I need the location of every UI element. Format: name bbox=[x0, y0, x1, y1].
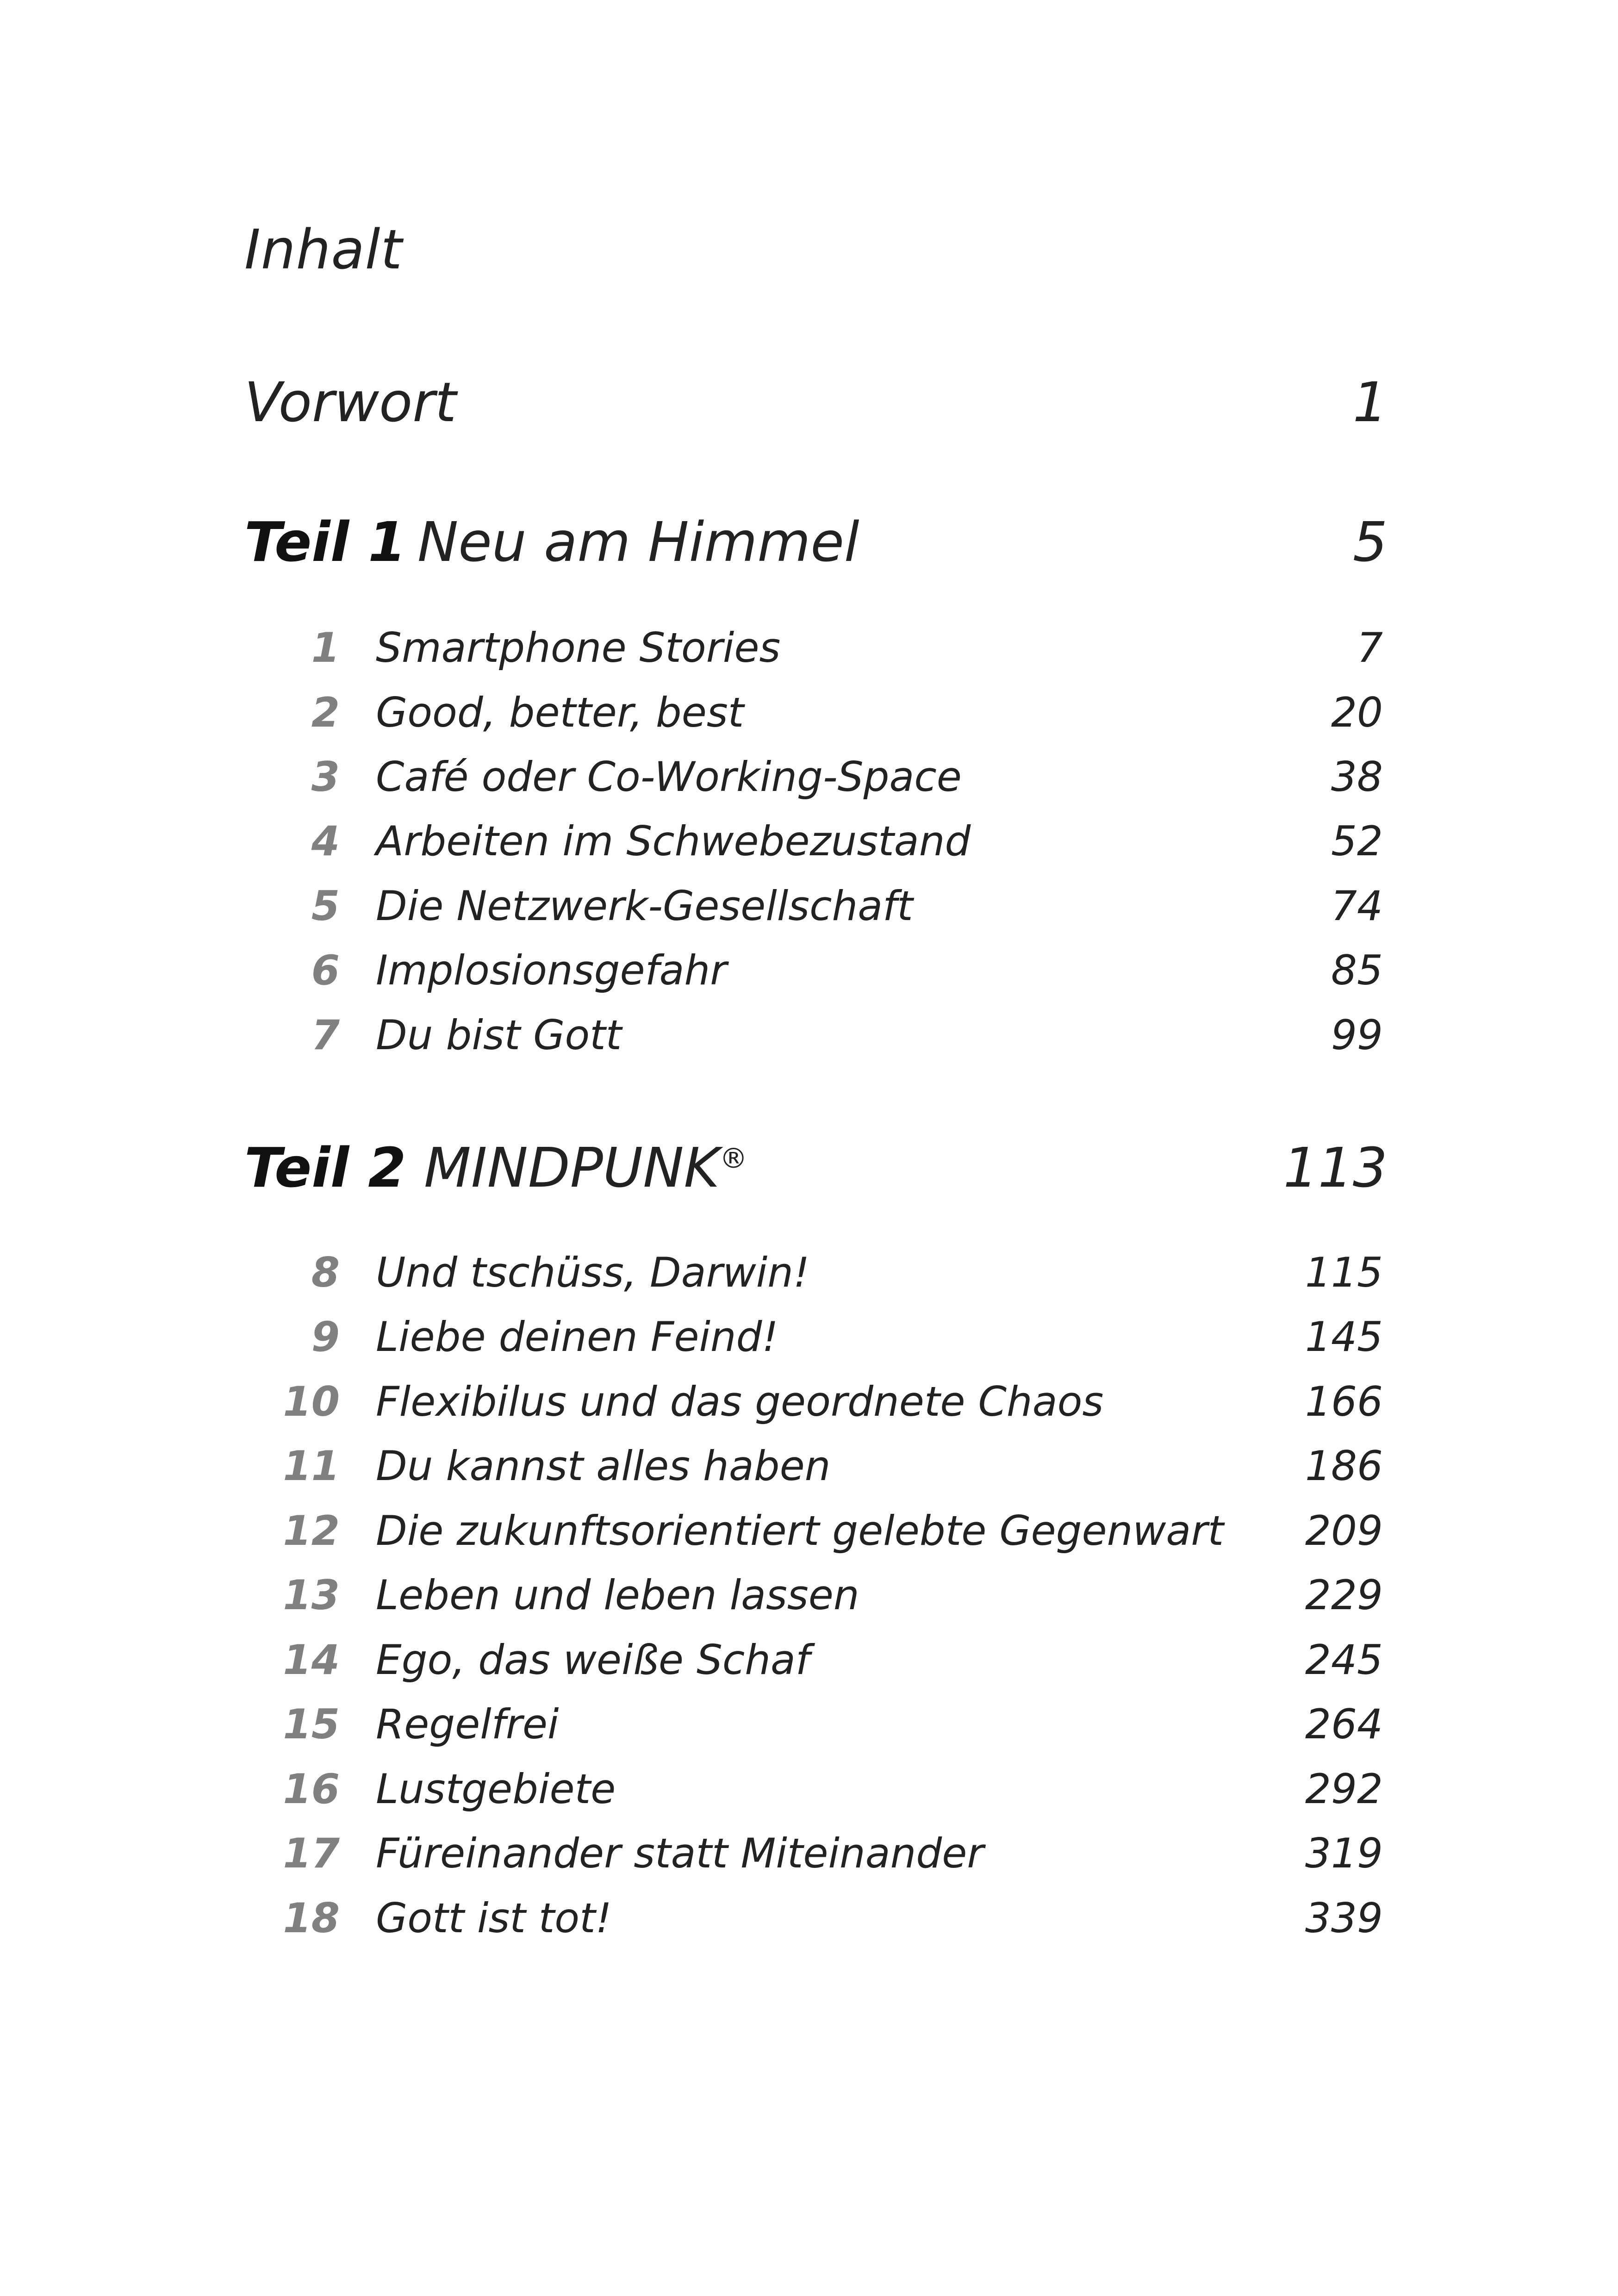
chapter-page-number: 99 bbox=[1331, 1011, 1383, 1059]
part-label: Teil 1 bbox=[244, 510, 406, 574]
chapter-title: Du kannst alles haben bbox=[376, 1442, 831, 1490]
chapter-title: Regelfrei bbox=[376, 1700, 559, 1748]
chapter-number: 9 bbox=[311, 1313, 340, 1361]
chapter-page-number: 229 bbox=[1305, 1571, 1383, 1619]
chapter-page-number: 20 bbox=[1331, 689, 1383, 736]
toc-chapter-row[interactable] bbox=[0, 1700, 1618, 1751]
toc-chapter-row[interactable] bbox=[0, 882, 1618, 933]
toc-chapter-row[interactable] bbox=[0, 1011, 1618, 1062]
chapter-page-number: 264 bbox=[1305, 1700, 1383, 1748]
chapter-title: Füreinander statt Miteinander bbox=[376, 1829, 984, 1877]
toc-chapter-row[interactable] bbox=[0, 1765, 1618, 1816]
chapter-page-number: 7 bbox=[1357, 624, 1383, 672]
chapter-number: 17 bbox=[283, 1829, 340, 1877]
chapter-title: Flexibilus und das geordnete Chaos bbox=[376, 1378, 1104, 1425]
chapter-number: 1 bbox=[311, 624, 340, 672]
chapter-title: Die Netzwerk-Gesellschaft bbox=[376, 882, 913, 930]
chapter-title: Gott ist tot! bbox=[376, 1894, 612, 1942]
chapter-page-number: 245 bbox=[1305, 1636, 1383, 1684]
toc-part-2[interactable] bbox=[0, 1136, 1618, 1201]
chapter-title: Die zukunftsorientiert gelebte Gegenwart bbox=[376, 1507, 1224, 1555]
toc-part-1[interactable] bbox=[0, 510, 1618, 575]
chapter-title: Lustgebiete bbox=[376, 1765, 616, 1813]
chapter-page-number: 339 bbox=[1305, 1894, 1383, 1942]
chapter-number: 18 bbox=[283, 1894, 340, 1942]
chapter-number: 13 bbox=[283, 1571, 340, 1619]
toc-chapter-row[interactable] bbox=[0, 689, 1618, 740]
chapter-page-number: 292 bbox=[1305, 1765, 1383, 1813]
preface-page-number: 1 bbox=[1352, 370, 1388, 434]
chapter-page-number: 38 bbox=[1331, 753, 1383, 801]
toc-chapter-row[interactable] bbox=[0, 1507, 1618, 1558]
chapter-number: 16 bbox=[283, 1765, 340, 1813]
chapter-page-number: 115 bbox=[1305, 1249, 1383, 1296]
chapter-number: 2 bbox=[311, 689, 340, 736]
toc-chapter-row[interactable] bbox=[0, 946, 1618, 997]
chapter-title: Implosionsgefahr bbox=[376, 946, 727, 994]
part-title: Neu am Himmel bbox=[417, 510, 859, 574]
toc-chapter-row[interactable] bbox=[0, 1636, 1618, 1687]
chapter-number: 14 bbox=[283, 1636, 340, 1684]
chapter-title: Smartphone Stories bbox=[376, 624, 781, 672]
chapter-number: 7 bbox=[311, 1011, 340, 1059]
registered-mark: ® bbox=[719, 1142, 747, 1175]
chapter-page-number: 145 bbox=[1305, 1313, 1383, 1361]
chapter-title: Liebe deinen Feind! bbox=[376, 1313, 778, 1361]
chapter-number: 5 bbox=[311, 882, 340, 930]
chapter-title: Leben und leben lassen bbox=[376, 1571, 859, 1619]
toc-chapter-row[interactable] bbox=[0, 1378, 1618, 1429]
chapter-page-number: 74 bbox=[1331, 882, 1383, 930]
toc-chapter-row[interactable] bbox=[0, 1571, 1618, 1622]
page-title: Inhalt bbox=[244, 218, 403, 281]
chapter-number: 10 bbox=[283, 1378, 340, 1425]
part-page-number: 5 bbox=[1352, 510, 1388, 574]
toc-chapter-row[interactable] bbox=[0, 1894, 1618, 1945]
toc-entry-preface[interactable] bbox=[0, 370, 1618, 435]
chapter-number: 4 bbox=[311, 817, 340, 865]
preface-title: Vorwort bbox=[244, 370, 456, 434]
chapter-page-number: 319 bbox=[1305, 1829, 1383, 1877]
chapter-page-number: 52 bbox=[1331, 817, 1383, 865]
chapter-title: Und tschüss, Darwin! bbox=[376, 1249, 810, 1296]
chapter-number: 12 bbox=[283, 1507, 340, 1555]
chapter-number: 6 bbox=[311, 946, 340, 994]
chapter-number: 15 bbox=[283, 1700, 340, 1748]
chapter-title: Good, better, best bbox=[376, 689, 744, 736]
part-label: Teil 2 bbox=[244, 1136, 406, 1200]
chapter-number: 11 bbox=[283, 1442, 340, 1490]
chapter-number: 8 bbox=[311, 1249, 340, 1296]
toc-chapter-row[interactable] bbox=[0, 753, 1618, 804]
toc-chapter-row[interactable] bbox=[0, 1313, 1618, 1364]
part-page-number: 113 bbox=[1283, 1136, 1388, 1200]
chapter-page-number: 85 bbox=[1331, 946, 1383, 994]
chapter-page-number: 166 bbox=[1305, 1378, 1383, 1425]
toc-chapter-row[interactable] bbox=[0, 624, 1618, 675]
toc-chapter-row[interactable] bbox=[0, 1249, 1618, 1300]
chapter-page-number: 186 bbox=[1305, 1442, 1383, 1490]
part-title-text: MINDPUNK bbox=[424, 1136, 720, 1200]
chapter-title: Ego, das weiße Schaf bbox=[376, 1636, 810, 1684]
toc-chapter-row[interactable] bbox=[0, 1442, 1618, 1493]
chapter-number: 3 bbox=[311, 753, 340, 801]
chapter-page-number: 209 bbox=[1305, 1507, 1383, 1555]
part-title bbox=[424, 1136, 747, 1200]
toc-chapter-row[interactable] bbox=[0, 817, 1618, 868]
chapter-title: Café oder Co-Working-Space bbox=[376, 753, 962, 801]
chapter-title: Arbeiten im Schwebezustand bbox=[376, 817, 971, 865]
chapter-title: Du bist Gott bbox=[376, 1011, 622, 1059]
toc-chapter-row[interactable] bbox=[0, 1829, 1618, 1880]
